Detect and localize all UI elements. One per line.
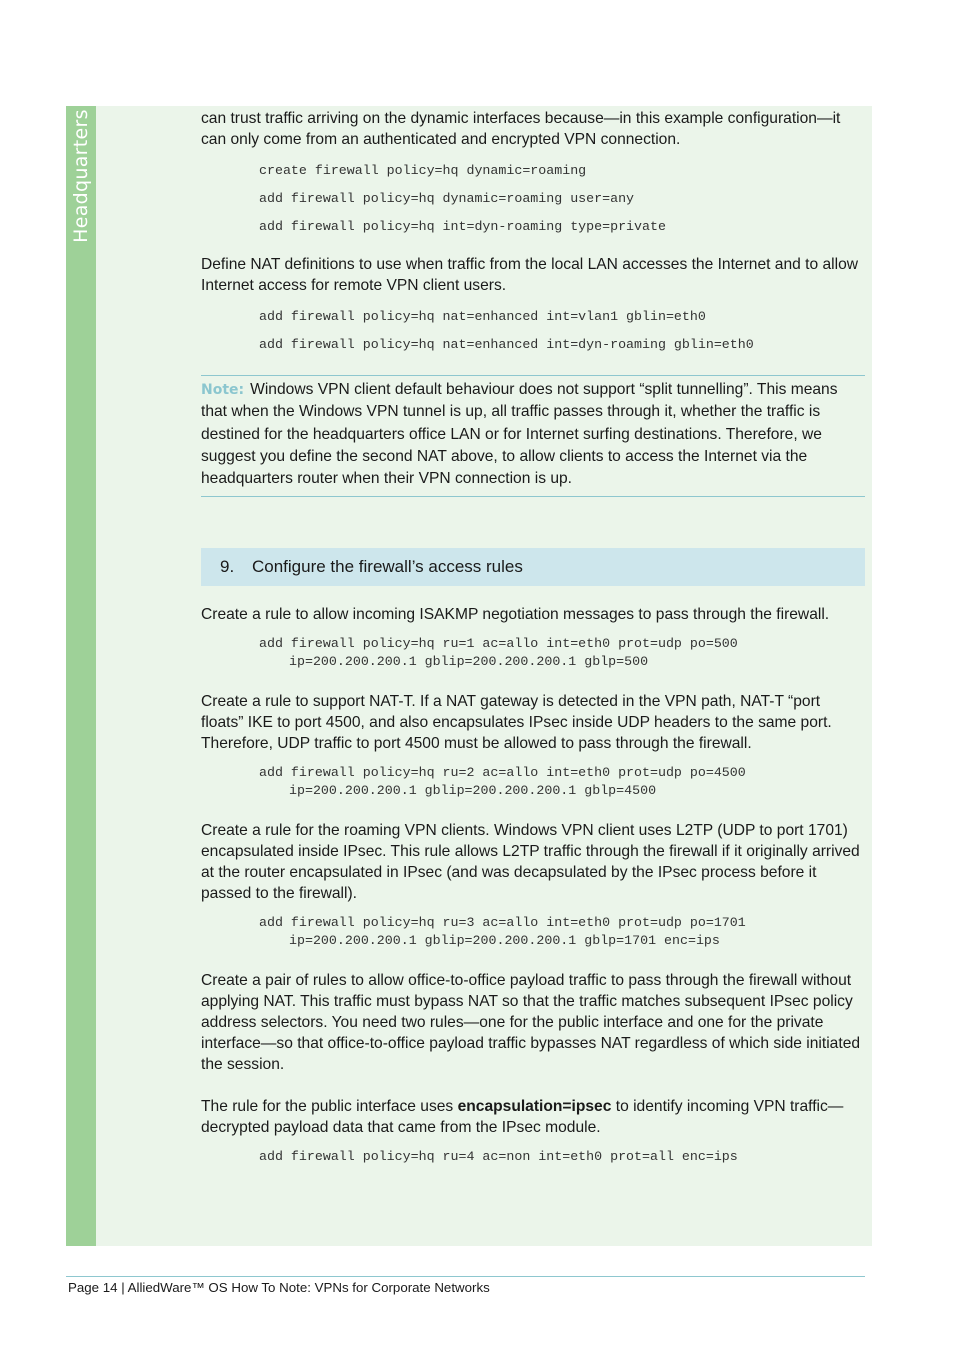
code-rule-1-line-2: ip=200.200.200.1 gblip=200.200.200.1 gblp=500 — [289, 654, 649, 670]
public-interface-paragraph — [201, 1096, 865, 1138]
note-box — [201, 375, 865, 497]
code-rule-4: add firewall policy=hq ru=4 ac=non int=eth0 prot=all enc=ips — [259, 1149, 738, 1165]
code-add-dyn-interface: add firewall policy=hq int=dyn-roaming type=private — [259, 219, 666, 234]
note-label: Note: — [201, 382, 245, 398]
code-nat-dyn-roaming: add firewall policy=hq nat=enhanced int=dyn-roaming gblin=eth0 — [259, 337, 754, 352]
step-title: Configure the firewall’s access rules — [252, 557, 523, 577]
intro-paragraph: can trust traffic arriving on the dynamic interfaces because—in this example configuration—it can only come from an authenticated and encrypted VPN connection. — [201, 110, 841, 148]
natt-paragraph: Create a rule to support NAT-T. If a NAT gateway is detected in the VPN path, NAT-T “port floats” IKE to port 4500, and also encapsulates IPsec inside UDP headers to the same port. Therefore, UDP traffic to port 4500 must be allowed to pass through the firewall. — [201, 693, 832, 753]
isakmp-paragraph: Create a rule to allow incoming ISAKMP negotiation messages to pass through the firewall. — [201, 606, 830, 624]
public-para-before: The rule for the public interface uses — [201, 1098, 458, 1116]
document-content — [201, 108, 865, 1166]
code-rule-2 — [259, 764, 865, 800]
roaming-paragraph: Create a rule for the roaming VPN clients. Windows VPN client uses L2TP (UDP to port 1701) encapsulated inside IPsec. This rule allows L2TP traffic through the firewall if it originally arrived at the router encapsulated in IPsec (and was decapsulated by the IPsec process before it passed to the firewall). — [201, 822, 860, 903]
code-rule-3-line-2: ip=200.200.200.1 gblip=200.200.200.1 gblp=1701 enc=ips — [289, 933, 720, 949]
code-rule-1-line-1: add firewall policy=hq ru=1 ac=allo int=eth0 prot=udp po=500 — [259, 636, 738, 652]
pair-paragraph: Create a pair of rules to allow office-to-office payload traffic to pass through the firewall without applying NAT. This traffic must bypass NAT so that the traffic matches subsequent IPsec policy address selectors. You need two rules—one for the public interface and one for the private interface—so that office-to-office payload traffic bypasses NAT regardless of which side initiated the session. — [201, 972, 861, 1074]
code-rule-1 — [259, 635, 865, 671]
nat-paragraph: Define NAT definitions to use when traffic from the local LAN accesses the Internet and to allow Internet access for remote VPN client users. — [201, 256, 859, 294]
code-add-roaming-user: add firewall policy=hq dynamic=roaming user=any — [259, 191, 635, 206]
footer-divider — [66, 1276, 865, 1277]
code-rule-2-line-1: add firewall policy=hq ru=2 ac=allo int=eth0 prot=udp po=4500 — [259, 765, 746, 781]
code-nat-vlan1: add firewall policy=hq nat=enhanced int=vlan1 gblin=eth0 — [259, 309, 706, 324]
public-para-keyword: encapsulation=ipsec — [457, 1098, 612, 1116]
page-footer: Page 14 | AlliedWare™ OS How To Note: VPNs for Corporate Networks — [68, 1280, 490, 1295]
code-create-policy: create firewall policy=hq dynamic=roaming — [259, 163, 587, 178]
side-tab-label-wrap — [66, 106, 96, 246]
note-text: Windows VPN client default behaviour does not support “split tunnelling”. This means that when the Windows VPN tunnel is up, all traffic passes through it, whether the traffic is destined for the headquarters office LAN or for Internet surfing destinations. Therefore, we suggest you define the second NAT above, to allow clients to access the Internet via the headquarters router when their VPN connection is up. — [201, 381, 838, 488]
code-rule-3-line-1: add firewall policy=hq ru=3 ac=allo int=eth0 prot=udp po=1701 — [259, 915, 746, 931]
section-side-tab — [66, 106, 96, 1246]
side-tab-label: Headquarters — [70, 109, 92, 243]
code-rule-3 — [259, 914, 865, 950]
public-para-after: to identify incoming VPN traffic—decrypted payload data that came from the IPsec module. — [201, 1098, 844, 1137]
code-rule-2-line-2: ip=200.200.200.1 gblip=200.200.200.1 gblp=4500 — [289, 783, 657, 799]
step-heading — [201, 548, 865, 586]
step-number: 9. — [220, 557, 235, 577]
